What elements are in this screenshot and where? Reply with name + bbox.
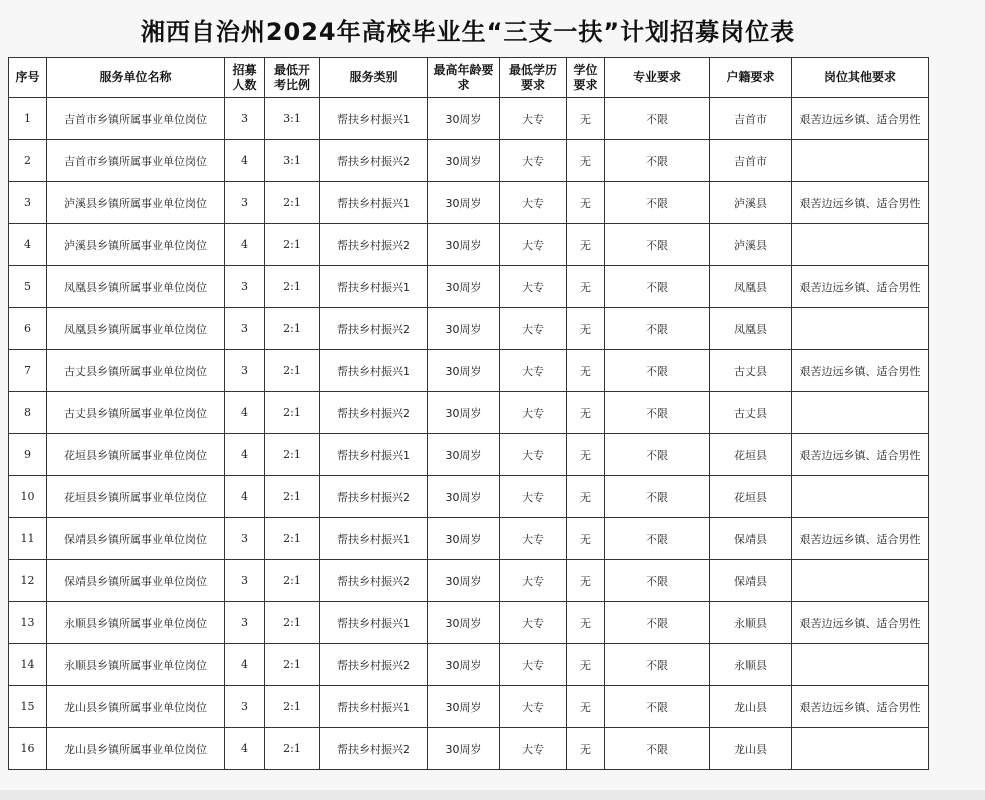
cell-min-ratio: 2:1 <box>265 434 320 476</box>
cell-major: 不限 <box>605 602 710 644</box>
cell-service-type: 帮扶乡村振兴2 <box>320 644 428 686</box>
cell-recruit-count: 3 <box>225 518 265 560</box>
cell-household: 龙山县 <box>710 728 792 770</box>
table-row <box>9 602 929 644</box>
cell-major: 不限 <box>605 434 710 476</box>
cell-index: 16 <box>9 728 47 770</box>
cell-recruit-count: 4 <box>225 392 265 434</box>
cell-major: 不限 <box>605 182 710 224</box>
header-min-education-label: 最低学历要求 <box>508 62 557 92</box>
cell-unit-name: 凤凰县乡镇所属事业单位岗位 <box>47 308 225 350</box>
cell-service-type: 帮扶乡村振兴2 <box>320 728 428 770</box>
header-degree <box>567 58 605 98</box>
cell-major: 不限 <box>605 560 710 602</box>
cell-degree: 无 <box>567 434 605 476</box>
cell-min-ratio: 2:1 <box>265 686 320 728</box>
cell-degree: 无 <box>567 182 605 224</box>
page-title: 湘西自治州2024年高校毕业生“三支一扶”计划招募岗位表 <box>140 17 796 46</box>
cell-max-age: 30周岁 <box>428 686 500 728</box>
cell-index: 12 <box>9 560 47 602</box>
cell-other: 艰苦边远乡镇、适合男性 <box>792 686 929 728</box>
cell-household: 永顺县 <box>710 644 792 686</box>
cell-household: 凤凰县 <box>710 266 792 308</box>
cell-min-ratio: 2:1 <box>265 392 320 434</box>
cell-min-education: 大专 <box>500 518 567 560</box>
cell-other <box>792 560 929 602</box>
cell-degree: 无 <box>567 602 605 644</box>
cell-max-age: 30周岁 <box>428 728 500 770</box>
cell-unit-name: 花垣县乡镇所属事业单位岗位 <box>47 434 225 476</box>
cell-degree: 无 <box>567 728 605 770</box>
cell-service-type: 帮扶乡村振兴1 <box>320 98 428 140</box>
cell-household: 古丈县 <box>710 350 792 392</box>
cell-major: 不限 <box>605 308 710 350</box>
cell-index: 7 <box>9 350 47 392</box>
cell-min-education: 大专 <box>500 182 567 224</box>
cell-min-ratio: 2:1 <box>265 182 320 224</box>
cell-min-education: 大专 <box>500 560 567 602</box>
cell-major: 不限 <box>605 392 710 434</box>
cell-household: 吉首市 <box>710 140 792 182</box>
cell-major: 不限 <box>605 98 710 140</box>
cell-recruit-count: 3 <box>225 98 265 140</box>
cell-recruit-count: 4 <box>225 140 265 182</box>
table-row <box>9 686 929 728</box>
cell-min-education: 大专 <box>500 98 567 140</box>
header-degree-label: 学位要求 <box>573 62 598 92</box>
cell-max-age: 30周岁 <box>428 266 500 308</box>
cell-min-ratio: 3:1 <box>265 98 320 140</box>
table-row <box>9 308 929 350</box>
cell-min-education: 大专 <box>500 602 567 644</box>
cell-household: 古丈县 <box>710 392 792 434</box>
cell-degree: 无 <box>567 560 605 602</box>
cell-major: 不限 <box>605 350 710 392</box>
cell-service-type: 帮扶乡村振兴1 <box>320 518 428 560</box>
table-row <box>9 392 929 434</box>
cell-degree: 无 <box>567 140 605 182</box>
cell-max-age: 30周岁 <box>428 434 500 476</box>
table-row <box>9 224 929 266</box>
cell-unit-name: 保靖县乡镇所属事业单位岗位 <box>47 518 225 560</box>
cell-recruit-count: 3 <box>225 686 265 728</box>
cell-degree: 无 <box>567 266 605 308</box>
table-row <box>9 266 929 308</box>
cell-major: 不限 <box>605 518 710 560</box>
table-row <box>9 644 929 686</box>
cell-min-ratio: 3:1 <box>265 140 320 182</box>
header-recruit-count-label: 招募人数 <box>232 62 257 92</box>
cell-degree: 无 <box>567 98 605 140</box>
header-max-age-label: 最高年龄要求 <box>433 62 494 92</box>
cell-index: 5 <box>9 266 47 308</box>
cell-min-education: 大专 <box>500 224 567 266</box>
cell-major: 不限 <box>605 140 710 182</box>
header-max-age <box>428 58 500 98</box>
cell-min-ratio: 2:1 <box>265 560 320 602</box>
cell-recruit-count: 4 <box>225 728 265 770</box>
cell-degree: 无 <box>567 686 605 728</box>
header-min-ratio-label: 最低开考比例 <box>273 62 310 92</box>
cell-other: 艰苦边远乡镇、适合男性 <box>792 350 929 392</box>
cell-service-type: 帮扶乡村振兴1 <box>320 350 428 392</box>
cell-household: 永顺县 <box>710 602 792 644</box>
cell-unit-name: 保靖县乡镇所属事业单位岗位 <box>47 560 225 602</box>
cell-min-education: 大专 <box>500 140 567 182</box>
cell-service-type: 帮扶乡村振兴2 <box>320 224 428 266</box>
table-row <box>9 98 929 140</box>
cell-index: 8 <box>9 392 47 434</box>
cell-min-education: 大专 <box>500 392 567 434</box>
cell-min-ratio: 2:1 <box>265 266 320 308</box>
cell-household: 泸溪县 <box>710 224 792 266</box>
cell-degree: 无 <box>567 308 605 350</box>
cell-recruit-count: 3 <box>225 182 265 224</box>
cell-degree: 无 <box>567 476 605 518</box>
cell-min-education: 大专 <box>500 644 567 686</box>
cell-recruit-count: 3 <box>225 266 265 308</box>
table-row <box>9 728 929 770</box>
cell-degree: 无 <box>567 644 605 686</box>
cell-recruit-count: 3 <box>225 350 265 392</box>
cell-unit-name: 花垣县乡镇所属事业单位岗位 <box>47 476 225 518</box>
cell-service-type: 帮扶乡村振兴2 <box>320 560 428 602</box>
cell-max-age: 30周岁 <box>428 476 500 518</box>
cell-household: 泸溪县 <box>710 182 792 224</box>
cell-other <box>792 476 929 518</box>
cell-service-type: 帮扶乡村振兴2 <box>320 308 428 350</box>
cell-unit-name: 永顺县乡镇所属事业单位岗位 <box>47 602 225 644</box>
cell-index: 6 <box>9 308 47 350</box>
cell-other <box>792 308 929 350</box>
cell-household: 凤凰县 <box>710 308 792 350</box>
cell-unit-name: 泸溪县乡镇所属事业单位岗位 <box>47 224 225 266</box>
cell-min-education: 大专 <box>500 350 567 392</box>
cell-degree: 无 <box>567 518 605 560</box>
header-major: 专业要求 <box>605 58 710 98</box>
cell-unit-name: 龙山县乡镇所属事业单位岗位 <box>47 728 225 770</box>
cell-min-education: 大专 <box>500 476 567 518</box>
table-row <box>9 350 929 392</box>
cell-min-ratio: 2:1 <box>265 602 320 644</box>
cell-max-age: 30周岁 <box>428 602 500 644</box>
table-row <box>9 518 929 560</box>
cell-major: 不限 <box>605 476 710 518</box>
cell-unit-name: 凤凰县乡镇所属事业单位岗位 <box>47 266 225 308</box>
table-row <box>9 182 929 224</box>
cell-other <box>792 392 929 434</box>
table-row <box>9 140 929 182</box>
cell-other <box>792 728 929 770</box>
cell-household: 保靖县 <box>710 560 792 602</box>
cell-unit-name: 泸溪县乡镇所属事业单位岗位 <box>47 182 225 224</box>
table-row <box>9 560 929 602</box>
cell-service-type: 帮扶乡村振兴1 <box>320 602 428 644</box>
header-min-education <box>500 58 567 98</box>
cell-max-age: 30周岁 <box>428 98 500 140</box>
table-row <box>9 434 929 476</box>
cell-max-age: 30周岁 <box>428 182 500 224</box>
cell-major: 不限 <box>605 686 710 728</box>
cell-recruit-count: 4 <box>225 434 265 476</box>
cell-min-ratio: 2:1 <box>265 224 320 266</box>
cell-degree: 无 <box>567 392 605 434</box>
header-service-type: 服务类别 <box>320 58 428 98</box>
cell-min-education: 大专 <box>500 728 567 770</box>
cell-other <box>792 644 929 686</box>
cell-index: 1 <box>9 98 47 140</box>
cell-degree: 无 <box>567 350 605 392</box>
cell-major: 不限 <box>605 224 710 266</box>
cell-max-age: 30周岁 <box>428 350 500 392</box>
cell-index: 11 <box>9 518 47 560</box>
cell-max-age: 30周岁 <box>428 224 500 266</box>
cell-major: 不限 <box>605 728 710 770</box>
cell-other <box>792 140 929 182</box>
cell-index: 10 <box>9 476 47 518</box>
cell-min-education: 大专 <box>500 308 567 350</box>
cell-recruit-count: 4 <box>225 224 265 266</box>
cell-service-type: 帮扶乡村振兴2 <box>320 140 428 182</box>
cell-max-age: 30周岁 <box>428 644 500 686</box>
cell-max-age: 30周岁 <box>428 140 500 182</box>
cell-unit-name: 龙山县乡镇所属事业单位岗位 <box>47 686 225 728</box>
recruitment-table-container <box>8 57 928 770</box>
cell-min-ratio: 2:1 <box>265 476 320 518</box>
cell-unit-name: 吉首市乡镇所属事业单位岗位 <box>47 140 225 182</box>
cell-other: 艰苦边远乡镇、适合男性 <box>792 434 929 476</box>
cell-min-ratio: 2:1 <box>265 728 320 770</box>
cell-recruit-count: 3 <box>225 308 265 350</box>
cell-recruit-count: 4 <box>225 644 265 686</box>
cell-service-type: 帮扶乡村振兴1 <box>320 266 428 308</box>
header-index: 序号 <box>9 58 47 98</box>
header-unit-name: 服务单位名称 <box>47 58 225 98</box>
table-row <box>9 476 929 518</box>
cell-major: 不限 <box>605 644 710 686</box>
cell-unit-name: 吉首市乡镇所属事业单位岗位 <box>47 98 225 140</box>
header-other: 岗位其他要求 <box>792 58 929 98</box>
cell-min-ratio: 2:1 <box>265 644 320 686</box>
cell-recruit-count: 3 <box>225 602 265 644</box>
cell-max-age: 30周岁 <box>428 392 500 434</box>
cell-index: 15 <box>9 686 47 728</box>
cell-service-type: 帮扶乡村振兴2 <box>320 476 428 518</box>
table-header-row <box>9 58 929 98</box>
cell-min-ratio: 2:1 <box>265 308 320 350</box>
cell-other: 艰苦边远乡镇、适合男性 <box>792 182 929 224</box>
cell-degree: 无 <box>567 224 605 266</box>
cell-min-education: 大专 <box>500 266 567 308</box>
cell-min-education: 大专 <box>500 434 567 476</box>
cell-other: 艰苦边远乡镇、适合男性 <box>792 266 929 308</box>
cell-other: 艰苦边远乡镇、适合男性 <box>792 602 929 644</box>
cell-service-type: 帮扶乡村振兴1 <box>320 434 428 476</box>
cell-household: 花垣县 <box>710 434 792 476</box>
header-recruit-count <box>225 58 265 98</box>
header-household: 户籍要求 <box>710 58 792 98</box>
cell-max-age: 30周岁 <box>428 518 500 560</box>
cell-min-education: 大专 <box>500 686 567 728</box>
cell-service-type: 帮扶乡村振兴1 <box>320 182 428 224</box>
cell-other: 艰苦边远乡镇、适合男性 <box>792 518 929 560</box>
cell-household: 龙山县 <box>710 686 792 728</box>
cell-other: 艰苦边远乡镇、适合男性 <box>792 98 929 140</box>
cell-index: 13 <box>9 602 47 644</box>
cell-index: 4 <box>9 224 47 266</box>
cell-index: 14 <box>9 644 47 686</box>
recruitment-table <box>8 57 929 770</box>
cell-service-type: 帮扶乡村振兴2 <box>320 392 428 434</box>
cell-min-ratio: 2:1 <box>265 518 320 560</box>
cell-household: 吉首市 <box>710 98 792 140</box>
cell-unit-name: 古丈县乡镇所属事业单位岗位 <box>47 392 225 434</box>
bottom-edge <box>0 790 985 800</box>
cell-index: 9 <box>9 434 47 476</box>
cell-household: 保靖县 <box>710 518 792 560</box>
cell-other <box>792 224 929 266</box>
cell-max-age: 30周岁 <box>428 560 500 602</box>
cell-max-age: 30周岁 <box>428 308 500 350</box>
header-min-ratio <box>265 58 320 98</box>
cell-recruit-count: 3 <box>225 560 265 602</box>
cell-unit-name: 古丈县乡镇所属事业单位岗位 <box>47 350 225 392</box>
cell-index: 2 <box>9 140 47 182</box>
cell-service-type: 帮扶乡村振兴1 <box>320 686 428 728</box>
table-body <box>9 98 929 770</box>
cell-major: 不限 <box>605 266 710 308</box>
cell-recruit-count: 4 <box>225 476 265 518</box>
cell-household: 花垣县 <box>710 476 792 518</box>
cell-min-ratio: 2:1 <box>265 350 320 392</box>
cell-index: 3 <box>9 182 47 224</box>
cell-unit-name: 永顺县乡镇所属事业单位岗位 <box>47 644 225 686</box>
